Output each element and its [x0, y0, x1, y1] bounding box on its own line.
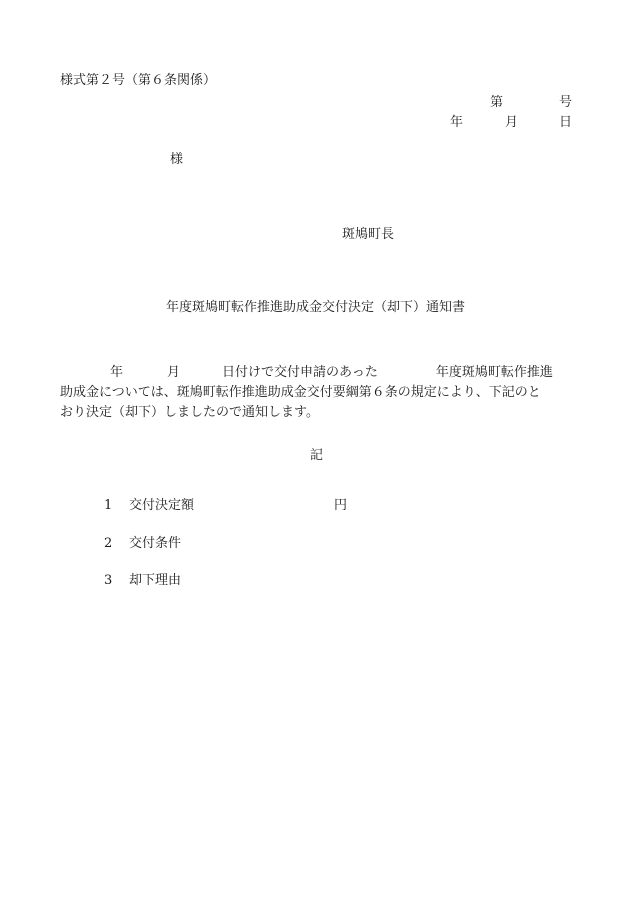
date-year: 年 [450, 115, 464, 130]
number-suffix: 号 [559, 95, 573, 110]
body-text-b: 年度斑鳩町転作推進 [435, 365, 553, 380]
issuer: 斑鳩町長 [342, 227, 395, 242]
item-1-number: 1 [104, 498, 113, 513]
body-year: 年 [110, 365, 124, 380]
body-line-1 [60, 363, 576, 383]
ki-heading: 記 [310, 448, 324, 463]
item-1-label: 交付決定額 [129, 498, 195, 513]
body-month: 月 [167, 365, 181, 380]
body-text-a: 日付けで交付申請のあった [222, 365, 378, 380]
body-line-3: おり決定（却下）しましたので通知します。 [60, 405, 319, 420]
document-title: 年度斑鳩町転作推進助成金交付決定（却下）通知書 [166, 300, 466, 315]
body-paragraph [60, 363, 576, 423]
item-2-number: 2 [104, 536, 113, 551]
item-2-label: 交付条件 [129, 536, 182, 551]
date-month: 月 [505, 115, 519, 130]
item-3-label: 却下理由 [129, 573, 182, 588]
item-1-unit: 円 [334, 498, 348, 513]
item-3-number: 3 [104, 573, 113, 588]
date-day: 日 [559, 115, 573, 130]
body-line-2: 助成金については、斑鳩町転作推進助成金交付要綱第６条の規定により、下記のと [60, 385, 541, 400]
form-label: 様式第２号（第６条関係） [60, 73, 217, 88]
addressee-suffix: 様 [170, 152, 184, 167]
number-prefix: 第 [490, 95, 504, 110]
